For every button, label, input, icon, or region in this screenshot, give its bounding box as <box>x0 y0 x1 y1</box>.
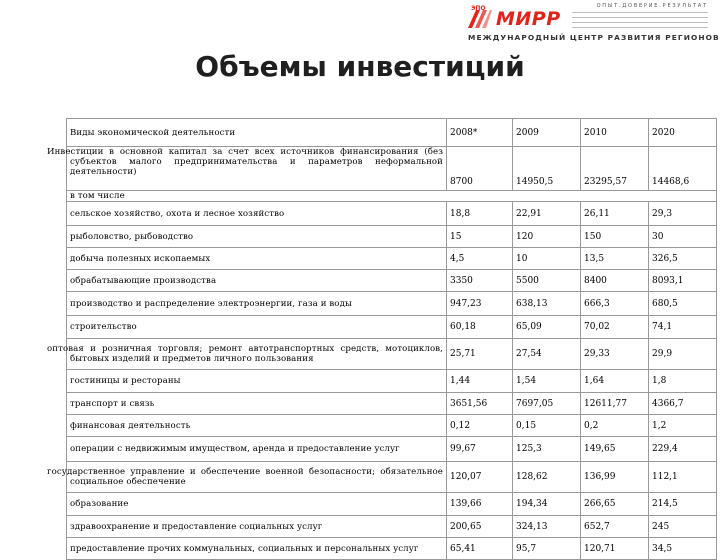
total-value: 14950,5 <box>513 147 581 191</box>
header-year: 2009 <box>513 119 581 147</box>
row-value: 112,1 <box>649 462 717 493</box>
row-value: 0,12 <box>447 415 513 437</box>
row-value: 65,09 <box>513 316 581 339</box>
row-value: 34,5 <box>649 538 717 560</box>
row-label: гостиницы и рестораны <box>67 370 447 393</box>
row-value: 95,7 <box>513 538 581 560</box>
row-value: 638,13 <box>513 292 581 316</box>
row-value: 8400 <box>581 270 649 292</box>
header-year: 2020 <box>649 119 717 147</box>
row-value: 29,3 <box>649 202 717 226</box>
total-row <box>67 147 717 191</box>
table-body <box>47 202 717 560</box>
row-label: образование <box>67 493 447 516</box>
row-value: 3651,56 <box>447 393 513 415</box>
table-row <box>67 516 717 538</box>
header-year: 2010 <box>581 119 649 147</box>
row-value: 150 <box>581 226 649 248</box>
row-value: 1,44 <box>447 370 513 393</box>
row-value: 12611,77 <box>581 393 649 415</box>
row-value: 666,3 <box>581 292 649 316</box>
row-label: операции с недвижимым имуществом, аренда и предоставление услуг <box>67 437 447 462</box>
row-label: здравоохранение и предоставление социальных услуг <box>67 516 447 538</box>
row-value: 326,5 <box>649 248 717 270</box>
total-label: Инвестиции в основной капитал за счет всех источников финансирования (без субъектов малого предпринимательства и параметров неформальной деятельности) <box>67 147 447 191</box>
row-value: 70,02 <box>581 316 649 339</box>
row-value: 4,5 <box>447 248 513 270</box>
investment-table <box>47 118 717 560</box>
row-value: 194,34 <box>513 493 581 516</box>
table-row <box>67 339 717 370</box>
table-header-row <box>67 119 717 147</box>
row-value: 680,5 <box>649 292 717 316</box>
row-value: 7697,05 <box>513 393 581 415</box>
subheader-row <box>67 191 717 202</box>
logo <box>462 0 720 48</box>
table-row <box>67 370 717 393</box>
table-row <box>67 226 717 248</box>
row-value: 30 <box>649 226 717 248</box>
row-value: 1,54 <box>513 370 581 393</box>
row-value: 652,7 <box>581 516 649 538</box>
row-value: 18,8 <box>447 202 513 226</box>
table-row <box>67 292 717 316</box>
row-value: 13,5 <box>581 248 649 270</box>
table-row <box>67 415 717 437</box>
row-label: сельское хозяйство, охота и лесное хозяйство <box>67 202 447 226</box>
row-label: оптовая и розничная торговля; ремонт автотранспортных средств, мотоциклов, бытовых изделий и предметов личного пользования <box>67 339 447 370</box>
row-value: 4366,7 <box>649 393 717 415</box>
row-value: 22,91 <box>513 202 581 226</box>
row-value: 266,65 <box>581 493 649 516</box>
row-value: 214,5 <box>649 493 717 516</box>
row-value: 229,4 <box>649 437 717 462</box>
header-activity: Виды экономической деятельности <box>67 119 447 147</box>
row-label: производство и распределение электроэнергии, газа и воды <box>67 292 447 316</box>
logo-tagline: ОПЫТ.ДОВЕРИЕ.РЕЗУЛЬТАТ <box>596 3 708 9</box>
row-value: 947,23 <box>447 292 513 316</box>
row-value: 8093,1 <box>649 270 717 292</box>
row-value: 74,1 <box>649 316 717 339</box>
subheader-label: в том числе <box>67 191 717 202</box>
row-value: 60,18 <box>447 316 513 339</box>
row-value: 128,62 <box>513 462 581 493</box>
table-row <box>67 538 717 560</box>
row-label: рыболовство, рыбоводство <box>67 226 447 248</box>
row-value: 0,2 <box>581 415 649 437</box>
row-value: 5500 <box>513 270 581 292</box>
row-label: финансовая деятельность <box>67 415 447 437</box>
row-value: 125,3 <box>513 437 581 462</box>
row-value: 139,66 <box>447 493 513 516</box>
row-value: 324,13 <box>513 516 581 538</box>
table-row <box>67 493 717 516</box>
row-value: 1,2 <box>649 415 717 437</box>
logo-subtitle: МЕЖДУНАРОДНЫЙ ЦЕНТР РАЗВИТИЯ РЕГИОНОВ <box>468 33 720 42</box>
total-value: 14468,6 <box>649 147 717 191</box>
row-value: 120,07 <box>447 462 513 493</box>
header-year: 2008* <box>447 119 513 147</box>
row-label: транспорт и связь <box>67 393 447 415</box>
row-value: 1,8 <box>649 370 717 393</box>
total-value: 23295,57 <box>581 147 649 191</box>
table-row <box>67 393 717 415</box>
row-value: 149,65 <box>581 437 649 462</box>
row-value: 29,33 <box>581 339 649 370</box>
table-row <box>67 270 717 292</box>
row-value: 65,41 <box>447 538 513 560</box>
logo-wordmark: МИРР <box>496 8 561 30</box>
row-value: 25,71 <box>447 339 513 370</box>
total-value: 8700 <box>447 147 513 191</box>
table-row <box>67 248 717 270</box>
row-value: 10 <box>513 248 581 270</box>
logo-small-text: ЭПО <box>471 5 486 12</box>
row-value: 200,65 <box>447 516 513 538</box>
row-value: 29,9 <box>649 339 717 370</box>
row-value: 136,99 <box>581 462 649 493</box>
row-value: 3350 <box>447 270 513 292</box>
table-row <box>67 316 717 339</box>
table-row <box>67 437 717 462</box>
table-row <box>67 462 717 493</box>
row-value: 120,71 <box>581 538 649 560</box>
row-value: 15 <box>447 226 513 248</box>
row-label: добыча полезных ископаемых <box>67 248 447 270</box>
table-row <box>67 202 717 226</box>
row-label: строительство <box>67 316 447 339</box>
row-value: 245 <box>649 516 717 538</box>
logo-stripes <box>572 12 708 30</box>
row-value: 26,11 <box>581 202 649 226</box>
row-value: 99,67 <box>447 437 513 462</box>
row-value: 120 <box>513 226 581 248</box>
row-value: 0,15 <box>513 415 581 437</box>
row-label: обрабатывающие производства <box>67 270 447 292</box>
row-label: предоставление прочих коммунальных, социальных и персональных услуг <box>67 538 447 560</box>
row-value: 1,64 <box>581 370 649 393</box>
row-value: 27,54 <box>513 339 581 370</box>
page-title: Объемы инвестиций <box>195 50 525 83</box>
row-label: государственное управление и обеспечение военной безопасности; обязательное социальное обеспечение <box>67 462 447 493</box>
